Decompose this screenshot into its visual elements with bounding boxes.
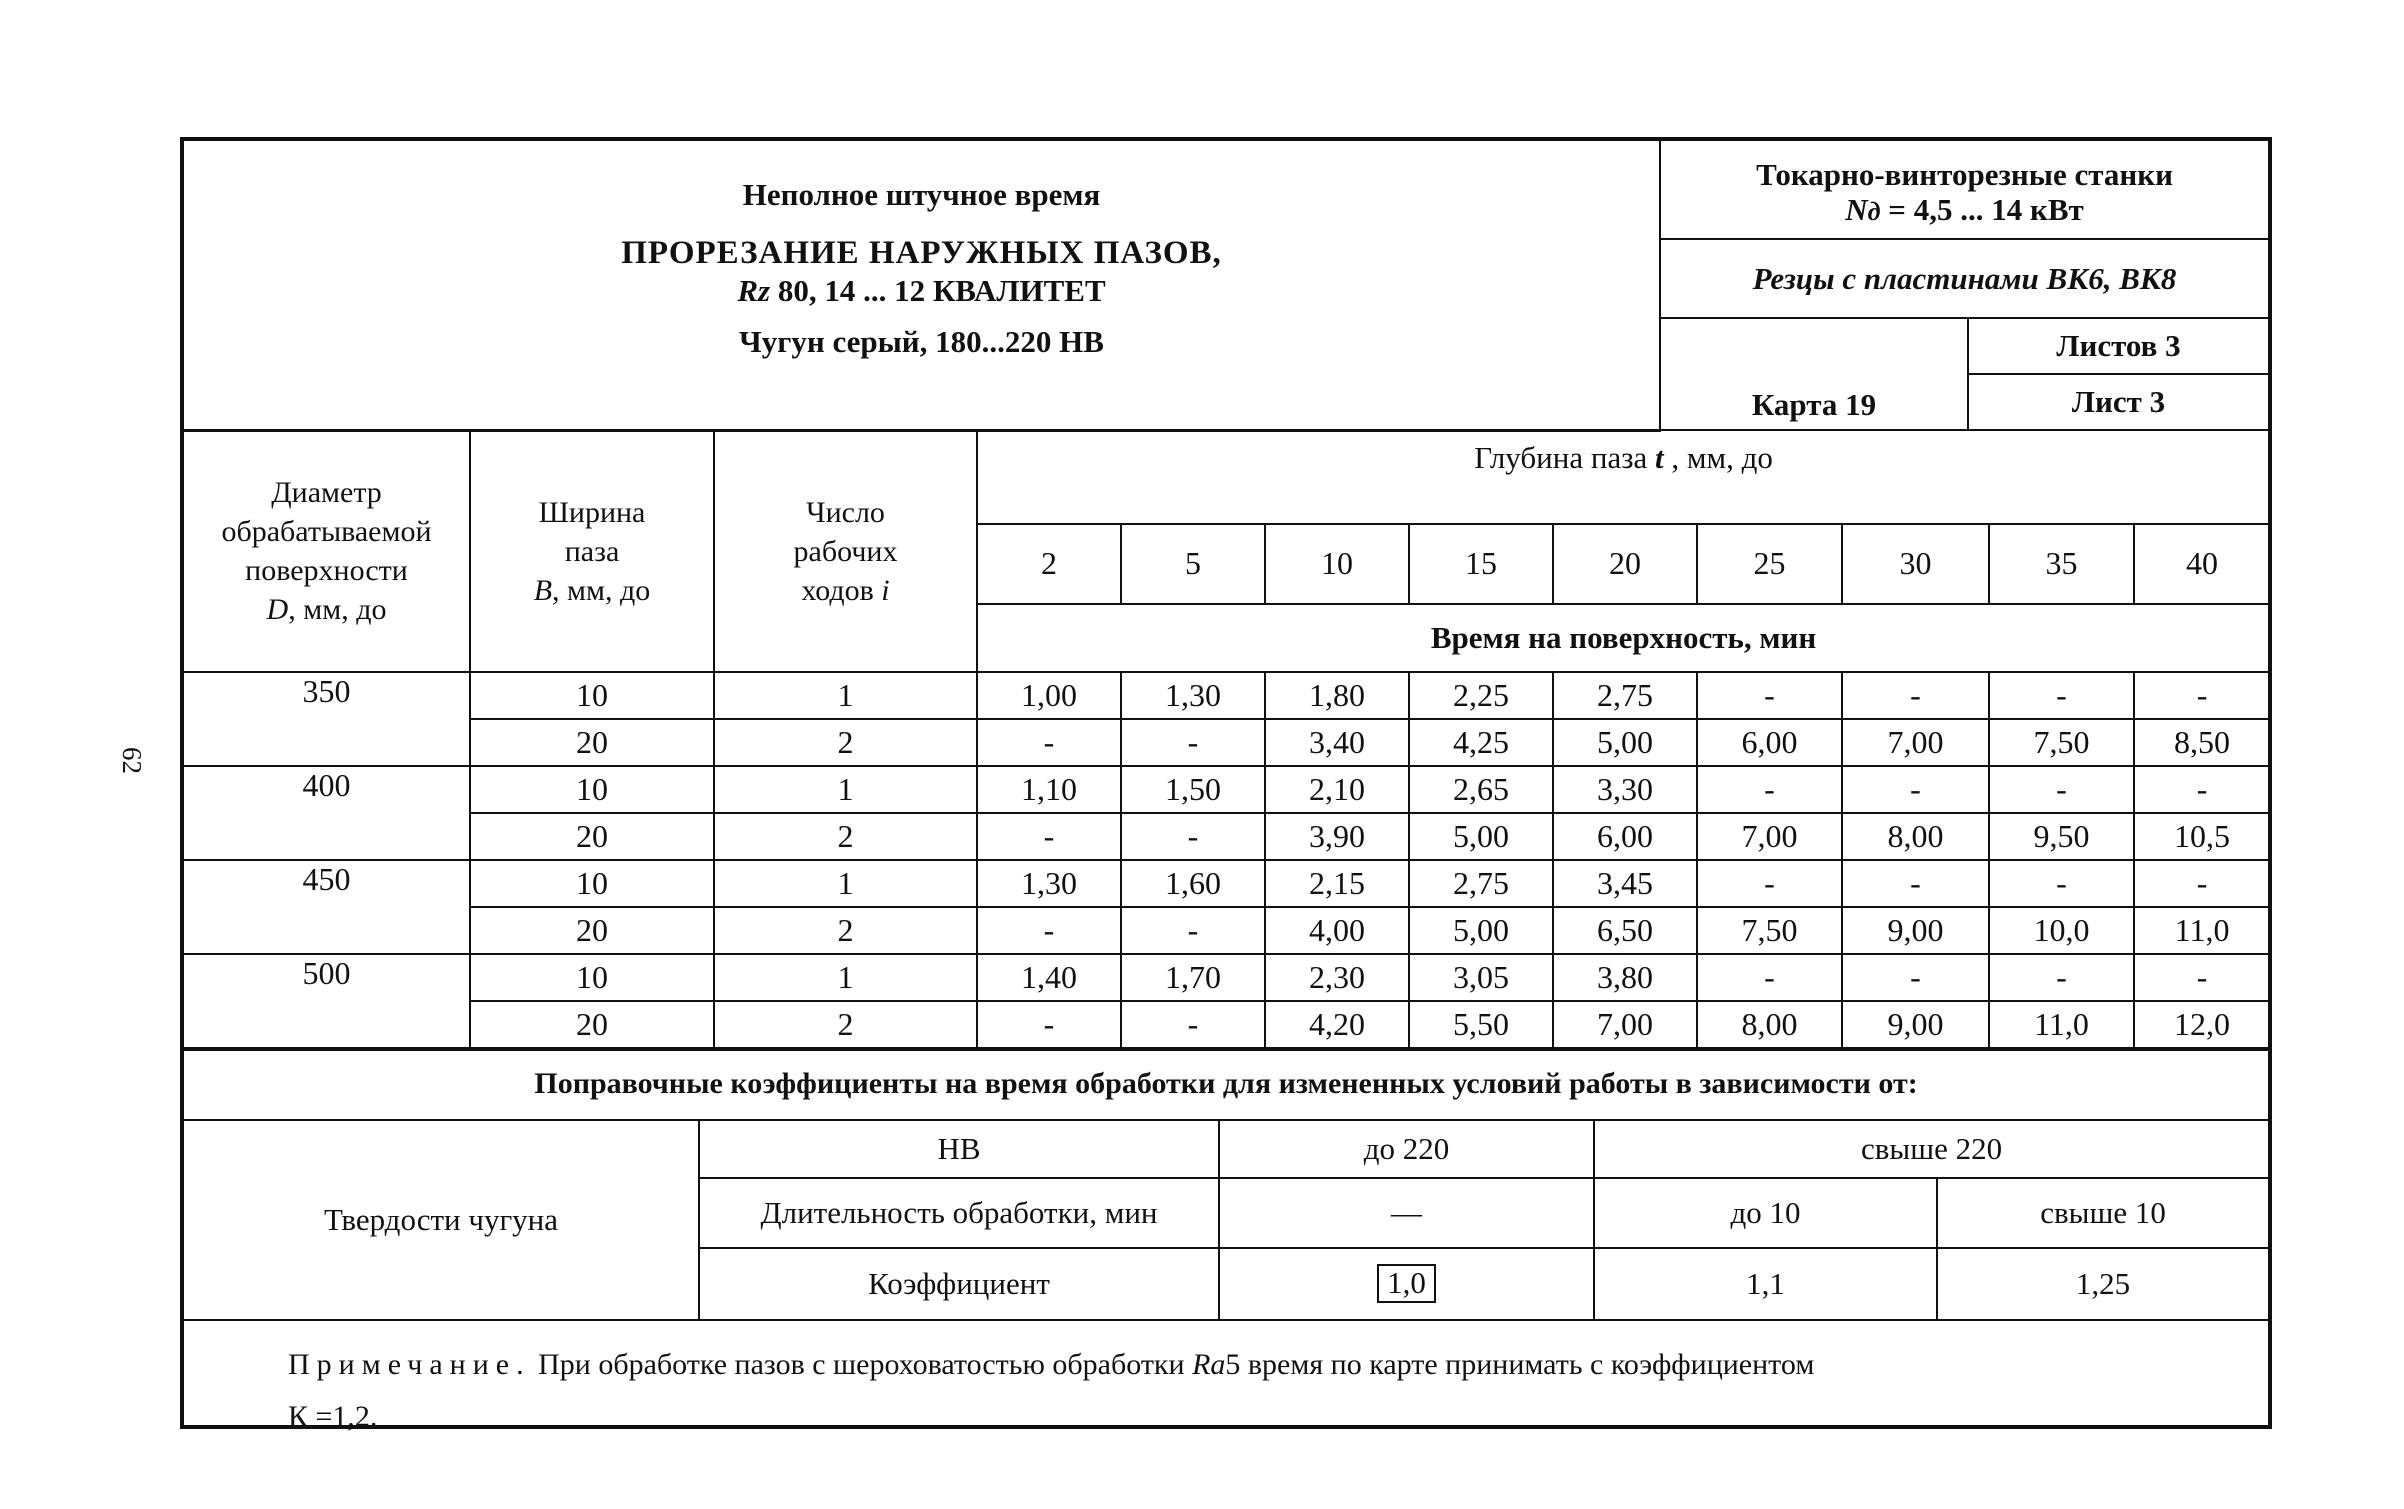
depth-value: 10 (1265, 524, 1409, 604)
duration-label: Длительность обработки, мин (699, 1178, 1219, 1248)
time-cell: 7,50 (1989, 719, 2134, 766)
depth-value: 30 (1842, 524, 1989, 604)
time-cell: 7,00 (1842, 719, 1989, 766)
time-cell: 2,75 (1553, 672, 1697, 719)
time-cell: 5,00 (1553, 719, 1697, 766)
table-row (184, 860, 2269, 907)
coef-high-2: 1,25 (1937, 1248, 2268, 1320)
diameter-header-l4 (184, 590, 469, 629)
power-symbol: N (1845, 191, 1868, 227)
time-cell: - (1697, 860, 1842, 907)
time-cell: - (1989, 860, 2134, 907)
tools: Резцы с пластинами ВК6, ВК8 (1660, 239, 2268, 318)
passes-cell: 2 (714, 1001, 977, 1048)
width-unit: , мм, до (552, 573, 651, 607)
time-cell: 5,00 (1409, 907, 1553, 954)
time-cell: - (2134, 672, 2269, 719)
power-value: = 4,5 ... 14 кВт (1880, 191, 2084, 227)
time-cell: 10,0 (1989, 907, 2134, 954)
width-header-l1: Ширина (538, 495, 646, 529)
time-cell: - (1697, 672, 1842, 719)
time-cell: 7,00 (1697, 813, 1842, 860)
time-cell: 5,00 (1409, 813, 1553, 860)
passes-header-l2: рабочих (793, 534, 898, 568)
time-cell: - (1121, 907, 1265, 954)
time-cell: 10,5 (2134, 813, 2269, 860)
hb-low: до 220 (1219, 1120, 1594, 1178)
title-line-3 (184, 273, 1659, 309)
depth-value: 15 (1409, 524, 1553, 604)
time-cell: - (977, 813, 1121, 860)
time-cell: 4,00 (1265, 907, 1409, 954)
diameter-symbol: D (266, 593, 289, 626)
passes-header-l3 (715, 571, 976, 610)
time-cell: 9,00 (1842, 1001, 1989, 1048)
diameter-cell: 350 (184, 672, 470, 766)
coef-low: 1,0 (1377, 1264, 1436, 1302)
time-cell: 7,00 (1553, 1001, 1697, 1048)
time-cell: 3,05 (1409, 954, 1553, 1001)
depth-header (977, 432, 2269, 524)
passes-cell: 1 (714, 766, 977, 813)
diameter-header (184, 432, 470, 672)
time-cell: 8,00 (1842, 813, 1989, 860)
note-text-b: 5 время по карте принимать с коэффициентом (1225, 1347, 1815, 1381)
time-cell: 1,10 (977, 766, 1121, 813)
time-cell: 1,60 (1121, 860, 1265, 907)
diameter-cell: 500 (184, 954, 470, 1048)
width-cell: 10 (470, 672, 714, 719)
title-line-1: Неполное штучное время (742, 177, 1101, 212)
time-cell: - (1121, 813, 1265, 860)
passes-symbol: i (881, 573, 890, 607)
time-cell: - (1989, 954, 2134, 1001)
passes-cell: 2 (714, 907, 977, 954)
depth-value: 2 (977, 524, 1121, 604)
diameter-header-l1: Диаметр (271, 476, 382, 509)
width-cell: 10 (470, 954, 714, 1001)
depth-value: 40 (2134, 524, 2269, 604)
duration-high-2: свыше 10 (1937, 1178, 2268, 1248)
card-number: Карта 19 (1660, 318, 1968, 430)
time-cell: 1,30 (1121, 672, 1265, 719)
time-cell: - (1842, 672, 1989, 719)
time-cell: - (2134, 860, 2269, 907)
time-cell: 1,30 (977, 860, 1121, 907)
depth-value: 35 (1989, 524, 2134, 604)
time-cell: 3,80 (1553, 954, 1697, 1001)
hardness-label: Твердости чугуна (184, 1120, 699, 1320)
depth-value: 5 (1121, 524, 1265, 604)
width-cell: 10 (470, 766, 714, 813)
note (184, 1320, 2268, 1462)
machine-name: Токарно-винторезные станки (1756, 157, 2173, 193)
title-line-2: ПРОРЕЗАНИЕ НАРУЖНЫХ ПАЗОВ, (621, 234, 1222, 271)
table-row (184, 1001, 2269, 1048)
time-cell: 11,0 (2134, 907, 2269, 954)
passes-cell: 1 (714, 672, 977, 719)
time-cell: 11,0 (1989, 1001, 2134, 1048)
diameter-unit: , мм, до (288, 593, 387, 626)
passes-cell: 1 (714, 954, 977, 1001)
passes-cell: 1 (714, 860, 977, 907)
standard-card (180, 137, 2272, 1433)
width-header-l3 (471, 571, 713, 610)
table-row (184, 813, 2269, 860)
passes-header (714, 432, 977, 672)
width-header (470, 432, 714, 672)
time-cell: 3,40 (1265, 719, 1409, 766)
time-cell: 12,0 (2134, 1001, 2269, 1048)
sheets-total: Листов 3 (1968, 318, 2268, 374)
depth-value: 25 (1697, 524, 1842, 604)
width-cell: 20 (470, 1001, 714, 1048)
note-text-a: При обработке пазов с шероховатостью обработки (530, 1347, 1193, 1381)
time-cell: - (2134, 954, 2269, 1001)
time-cell: 1,00 (977, 672, 1121, 719)
time-cell: 3,45 (1553, 860, 1697, 907)
time-cell: - (977, 907, 1121, 954)
note-ra: Ra (1192, 1347, 1226, 1381)
time-cell: - (1697, 766, 1842, 813)
time-cell: - (1989, 766, 2134, 813)
depth-label: Глубина паза (1474, 439, 1655, 475)
width-cell: 20 (470, 813, 714, 860)
time-cell: - (1121, 719, 1265, 766)
time-cell: 2,10 (1265, 766, 1409, 813)
time-cell: 3,30 (1553, 766, 1697, 813)
time-cell: 6,00 (1697, 719, 1842, 766)
time-cell: - (977, 1001, 1121, 1048)
time-cell: - (1989, 672, 2134, 719)
hb-label: НВ (699, 1120, 1219, 1178)
time-cell: 9,00 (1842, 907, 1989, 954)
power-subscript: д (1867, 196, 1881, 226)
width-cell: 10 (470, 860, 714, 907)
time-table (184, 432, 2269, 1049)
time-cell: 4,25 (1409, 719, 1553, 766)
title-line-4: Чугун серый, 180...220 НВ (739, 324, 1104, 360)
time-cell: - (1842, 860, 1989, 907)
header-table (184, 141, 2268, 432)
time-cell: 1,40 (977, 954, 1121, 1001)
width-header-l2: паза (564, 534, 620, 568)
machine-power (1661, 193, 2268, 227)
note-prefix: Примечание. (288, 1347, 531, 1381)
correction-title: Поправочные коэффициенты на время обработки для измененных условий работы в зависимости от: (184, 1050, 2268, 1120)
time-cell: 6,00 (1553, 813, 1697, 860)
width-symbol: B (533, 573, 553, 607)
time-cell: 9,50 (1989, 813, 2134, 860)
duration-high-1: до 10 (1594, 1178, 1937, 1248)
coef-label: Коэффициент (699, 1248, 1219, 1320)
note-text-c: К =1,2. (288, 1400, 378, 1433)
hb-high: свыше 220 (1594, 1120, 2268, 1178)
time-cell: 5,50 (1409, 1001, 1553, 1048)
page-number: 62 (117, 747, 147, 774)
diameter-cell: 450 (184, 860, 470, 954)
time-cell: 8,50 (2134, 719, 2269, 766)
time-cell: - (1842, 766, 1989, 813)
table-row (184, 766, 2269, 813)
time-cell: 8,00 (1697, 1001, 1842, 1048)
time-cell: 4,20 (1265, 1001, 1409, 1048)
duration-low: — (1219, 1178, 1594, 1248)
time-cell: 1,80 (1265, 672, 1409, 719)
width-cell: 20 (470, 907, 714, 954)
machine-type (1660, 141, 2268, 239)
time-cell: 3,90 (1265, 813, 1409, 860)
time-cell: 2,30 (1265, 954, 1409, 1001)
data-rows (184, 672, 2269, 1048)
diameter-cell: 400 (184, 766, 470, 860)
depth-unit: , мм, до (1663, 439, 1773, 475)
time-cell: - (2134, 766, 2269, 813)
time-cell: - (1121, 1001, 1265, 1048)
time-cell: - (977, 719, 1121, 766)
table-row (184, 954, 2269, 1001)
time-cell: 1,70 (1121, 954, 1265, 1001)
table-row (184, 907, 2269, 954)
passes-text: ходов (801, 573, 882, 607)
table-row (184, 672, 2269, 719)
time-cell: 7,50 (1697, 907, 1842, 954)
passes-header-l1: Число (806, 495, 885, 529)
depth-symbol: t (1654, 439, 1664, 475)
coef-high-1: 1,1 (1594, 1248, 1937, 1320)
sheet-number: Лист 3 (1968, 374, 2268, 430)
coef-low-cell (1219, 1248, 1594, 1320)
width-cell: 20 (470, 719, 714, 766)
diameter-header-l2: обрабатываемой (221, 515, 432, 548)
passes-cell: 2 (714, 813, 977, 860)
time-cell: 6,50 (1553, 907, 1697, 954)
passes-cell: 2 (714, 719, 977, 766)
time-cell: - (1697, 954, 1842, 1001)
time-cell: 2,75 (1409, 860, 1553, 907)
time-header: Время на поверхность, мин (977, 604, 2269, 672)
time-cell: 2,15 (1265, 860, 1409, 907)
time-cell: 2,65 (1409, 766, 1553, 813)
time-cell: 2,25 (1409, 672, 1553, 719)
correction-table (184, 1049, 2268, 1462)
card-title (184, 141, 1660, 430)
time-cell: 1,50 (1121, 766, 1265, 813)
title-line-3-rest: 80, 14 ... 12 КВАЛИТЕТ (770, 272, 1106, 308)
table-row (184, 719, 2269, 766)
diameter-header-l3: поверхности (245, 554, 408, 587)
time-cell: - (1842, 954, 1989, 1001)
rz-symbol: Rz (737, 272, 771, 308)
depth-value: 20 (1553, 524, 1697, 604)
